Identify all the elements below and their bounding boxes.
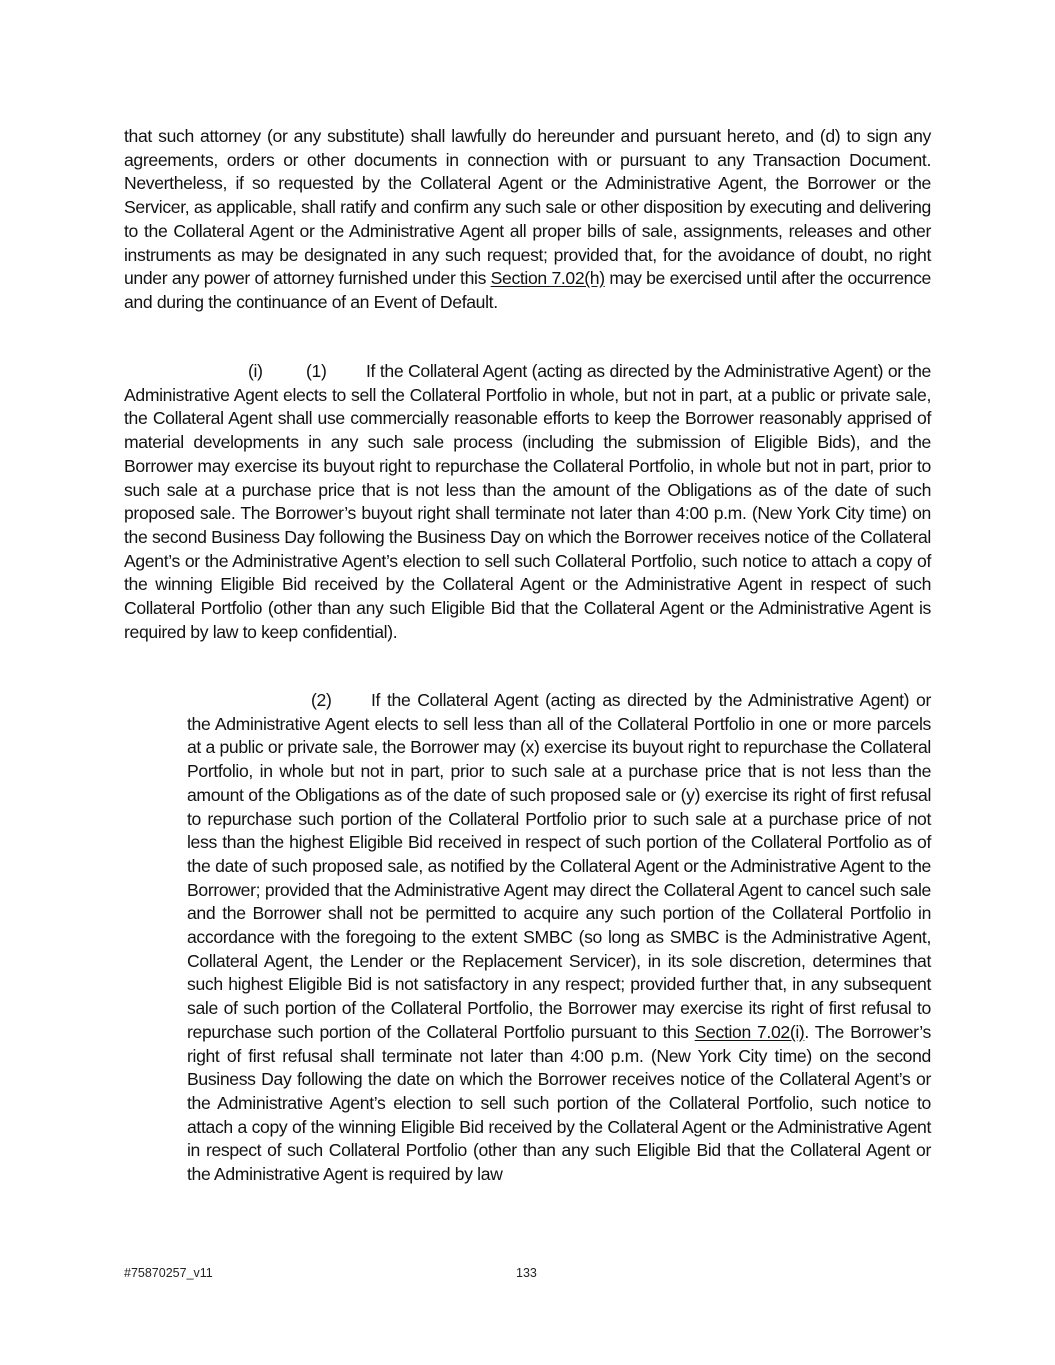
paragraph-text: may be exercised until after the occurrence and during the continuance of an Event of Default. <box>124 268 931 312</box>
paragraph-text: If the Collateral Agent (acting as directed by the Administrative Agent) or the Administrative Agent elects to sell less than all of the Collateral Portfolio in one or more parcels at a public or private sale, the Borrower may (x) exercise its buyout right to repurchase the Collateral Portfolio, in whole but not in part, prior to such sale at a purchase price that is not less than the amount of the Obligations as of the date of such proposed sale or (y) exercise its right of first refusal to repurchase such portion of the Collateral Portfolio prior to such sale at a purchase price of not less than the highest Eligible Bid received in respect of such portion of the Collateral Portfolio as of the date of such proposed sale, as notified by the Collateral Agent or the Administrative Agent to the Borrower; provided that the Administrative Agent may direct the Collateral Agent to cancel such sale and the Borrower shall not be permitted to acquire any such portion of the Collateral Portfolio in accordance with the foregoing to the extent SMBC (so long as SMBC is the Administrative Agent, Collateral Agent, the Lender or the Replacement Servicer), in its sole discretion, determines that such highest Eligible Bid is not satisfactory in any respect; provided further that, in any subsequent sale of such portion of the Collateral Portfolio, the Borrower may exercise its right of first refusal to repurchase such portion of the Collateral Portfolio pursuant to this <box>187 690 931 1042</box>
paragraph-text: If the Collateral Agent (acting as directed by the Administrative Agent) or the Administrative Agent elects to sell the Collateral Portfolio in whole, but not in part, at a public or private sale, the Collateral Agent shall use commercially reasonable efforts to keep the Borrower reasonably apprised of material developments in any such sale process (including the submission of Eligible Bids), and the Borrower may exercise its buyout right to repurchase the Collateral Portfolio, in whole but not in part, prior to such sale at a purchase price that is not less than the amount of the Obligations as of the date of such proposed sale. The Borrower’s buyout right shall terminate not later than 4:00 p.m. (New York City time) on the second Business Day following the Business Day on which the Borrower receives notice of the Collateral Agent’s or the Administrative Agent’s election to sell such Collateral Portfolio, such notice to attach a copy of the winning Eligible Bid received by the Collateral Agent or the Administrative Agent in respect of such Collateral Portfolio (other than any such Eligible Bid that the Collateral Agent or the Administrative Agent is required by law to keep confidential). <box>124 361 931 642</box>
paragraph-text: that such attorney (or any substitute) shall lawfully do hereunder and pursuant hereto, and (d) to sign any agreements, orders or other documents in connection with or pursuant to any Transaction Document. Nevertheless, if so requested by the Collateral Agent or the Administrative Agent, the Borrower or the Servicer, as applicable, shall ratify and confirm any such sale or other disposition by executing and delivering to the Collateral Agent or the Administrative Agent all proper bills of sale, assignments, releases and other instruments as may be designated in any such request; provided that, for the avoidance of doubt, no right under any power of attorney furnished under this <box>124 126 931 289</box>
page-number: 133 <box>516 1266 537 1280</box>
section-label: (i) <box>248 361 263 381</box>
paragraph-section-i-2 <box>187 689 931 1187</box>
paragraph-text: . The Borrower’s right of first refusal shall terminate not later than 4:00 p.m. (New York City time) on the second Business Day following the date on which the Borrower receives notice of the Collateral Agent’s or the Administrative Agent’s election to sell such portion of the Collateral Portfolio, such notice to attach a copy of the winning Eligible Bid received by the Collateral Agent or the Administrative Agent in respect of such Collateral Portfolio (other than any such Eligible Bid that the Collateral Agent or the Administrative Agent is required by law <box>187 1021 931 1185</box>
subsection-label: (1) <box>306 361 327 381</box>
paragraph-section-i-1 <box>124 360 931 644</box>
paragraph-power-of-attorney <box>124 125 931 315</box>
subsection-label: (2) <box>311 690 332 710</box>
document-id: #75870257_v11 <box>124 1266 213 1280</box>
section-reference-link[interactable]: Section 7.02(i) <box>694 1021 805 1042</box>
section-reference-link[interactable]: Section 7.02(h) <box>490 268 605 289</box>
